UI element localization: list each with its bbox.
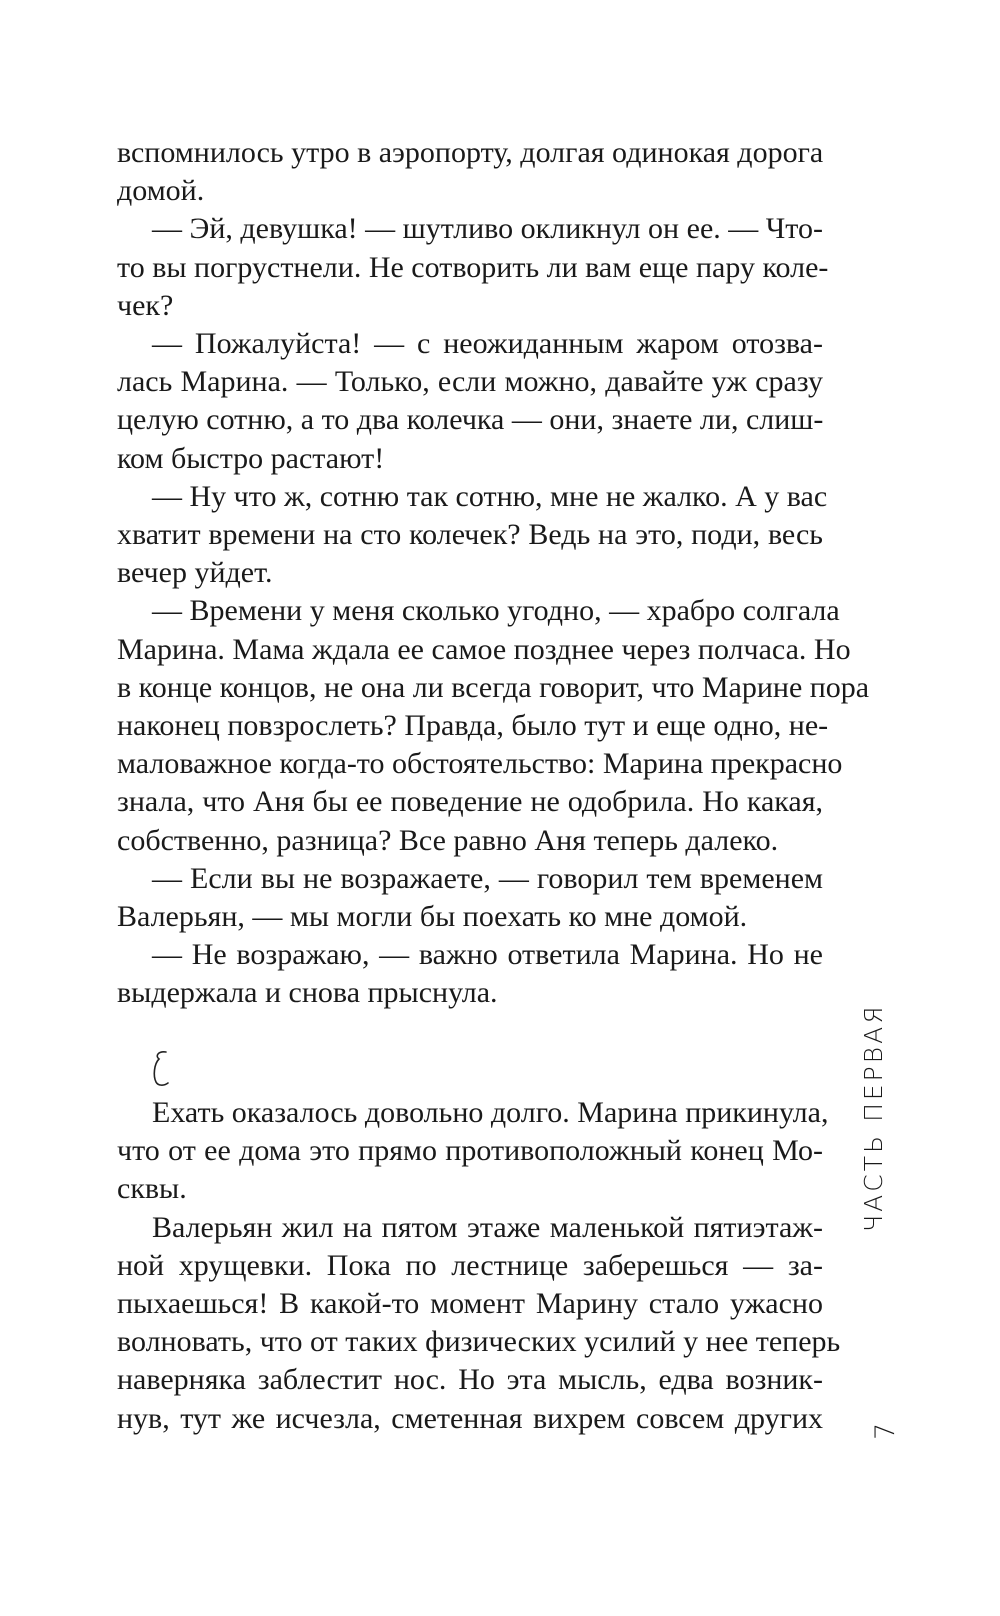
text-line: сквы. [117,1172,187,1206]
text-line: вспомнилось утро в аэропорту, долгая одинокая дорога [117,136,824,169]
text-line: знала, что Аня бы ее поведение не одобрила. Но какая, [117,785,823,819]
text-line: лась Марина. — Только, если можно, давайте уж сразу [117,365,823,399]
paragraph [117,1209,841,1438]
paragraph [117,478,828,593]
text-line: хватит времени на сто колечек? Ведь на это, поди, весь [117,518,823,552]
text-line: пыхаешься! В какой-то момент Марину стало ужасно [117,1287,823,1321]
paragraph [117,325,823,478]
text-line: — Эй, девушка! — шутливо окликнул он ее. — Что- [152,212,823,246]
text-line: ком быстро растают! [117,441,385,475]
text-line: маловажное когда-то обстоятельство: Марина прекрасно [117,747,843,781]
text-line: Ехать оказалось довольно долго. Марина прикинула, [152,1096,829,1129]
text-line: — Ну что ж, сотню так сотню, мне не жалко. А у вас [152,479,828,513]
text-line: чек? [117,288,174,322]
paragraph [117,860,823,936]
text-line: — Не возражаю, — важно ответила Марина. Но не [152,938,823,972]
text-line: — Времени у меня сколько угодно, — храбро солгала [152,594,840,628]
text-line: ной хрущевки. Пока по лестнице заберешься — за- [117,1248,823,1282]
text-line: Марина. Мама ждала ее самое позднее через полчаса. Но [117,632,851,666]
text-line: наконец повзрослеть? Правда, было тут и еще одно, не- [117,709,829,743]
text-line: Валерьян жил на пятом этаже маленькой пятиэтаж- [152,1210,823,1244]
text-block-upper [117,134,870,1013]
text-line: целую сотню, а то два колечка — они, знаете ли, слиш- [117,403,824,437]
text-line: в конце концов, не она ли всегда говорит, что Марине пора [117,670,870,704]
text-line: то вы погрустнели. Не сотворить ли вам еще пару коле- [117,250,829,284]
text-line: домой. [117,174,205,208]
section-break-icon [152,1048,172,1088]
text-block-lower [117,1094,841,1438]
paragraph [117,936,823,1012]
running-head: ЧАСТЬ ПЕРВАЯ [859,1003,888,1232]
text-line: нув, тут же исчезла, сметенная вихрем совсем других [117,1401,823,1435]
text-line: что от ее дома это прямо противоположный конец Мо- [117,1134,823,1168]
text-line: — Если вы не возражаете, — говорил тем временем [152,861,823,895]
text-line: — Пожалуйста! — с неожиданным жаром отозва- [152,327,823,361]
text-line: собственно, разница? Все равно Аня теперь далеко. [117,823,779,857]
text-line: вечер уйдет. [117,556,273,590]
paragraph [117,592,870,859]
text-line: выдержала и снова прыснула. [117,976,498,1010]
text-line: Валерьян, — мы могли бы поехать ко мне домой. [117,900,748,934]
paragraph [117,1094,829,1209]
text-line: волновать, что от таких физических усилий у нее теперь [117,1325,841,1359]
text-line: наверняка заблестит нос. Но эта мысль, едва возник- [117,1363,823,1397]
page-number: 7 [870,1422,901,1440]
paragraph [117,210,829,325]
paragraph [117,134,823,210]
